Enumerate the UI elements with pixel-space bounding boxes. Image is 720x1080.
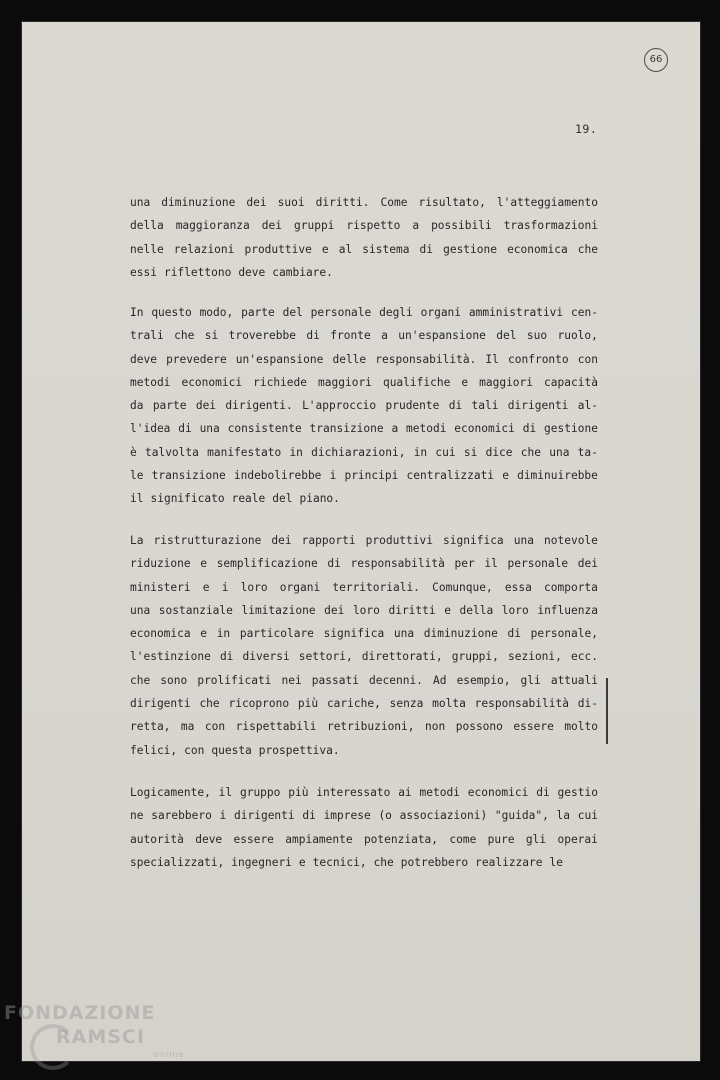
text-line: essi riflettono deve cambiare. bbox=[130, 265, 333, 279]
text-line: una diminuzione dei suoi diritti. Come risultato, l'atteggiamento bbox=[130, 196, 598, 209]
text-line: trali che si troverebbe di fronte a un'espansione del suo ruolo, bbox=[130, 329, 598, 343]
text-line: retta, ma con rispettabili retribuzioni, non possono essere molto bbox=[130, 720, 598, 734]
text-line: autorità deve essere ampiamente potenziata, come pure gli operai bbox=[130, 832, 598, 846]
text-line: In questo modo, parte del personale degli organi amministrativi cen- bbox=[130, 306, 598, 319]
text-line: metodi economici richiede maggiori qualifiche e maggiori capacità bbox=[130, 375, 598, 389]
text-line: l'estinzione di diversi settori, direttorati, gruppi, sezioni, ecc. bbox=[130, 650, 598, 664]
page-number: 19. bbox=[575, 122, 598, 136]
text-line: della maggioranza dei gruppi rispetto a possibili trasformazioni bbox=[130, 219, 598, 233]
text-line: riduzione e semplificazione di responsabilità per il personale dei bbox=[130, 557, 598, 571]
watermark-online: online bbox=[154, 1050, 185, 1059]
margin-mark bbox=[606, 678, 608, 744]
text-line: deve prevedere un'espansione delle responsabilità. Il confronto con bbox=[130, 352, 598, 366]
text-line: da parte dei dirigenti. L'approccio prudente di tali dirigenti al- bbox=[130, 399, 598, 413]
text-line: è talvolta manifestato in dichiarazioni, in cui si dice che una ta- bbox=[130, 445, 598, 459]
text-line: che sono prolificati nei passati decenni. Ad esempio, gli attuali bbox=[130, 673, 598, 687]
text-line: dirigenti che ricoprono più cariche, senza molta responsabilità di- bbox=[130, 697, 598, 711]
paragraph-4 bbox=[130, 781, 598, 874]
text-line: ne sarebbero i dirigenti di imprese (o associazioni) "guida", la cui bbox=[130, 809, 598, 823]
fondazione-gramsci-watermark bbox=[4, 1002, 185, 1059]
text-line: l'idea di una consistente transizione a metodi economici di gestione bbox=[130, 422, 598, 436]
archive-number-stamp: 66 bbox=[644, 48, 668, 72]
watermark-line1: FONDAZIONE bbox=[4, 1002, 156, 1024]
text-line: Logicamente, il gruppo più interessato ai metodi economici di gestio bbox=[130, 786, 598, 799]
paragraph-1 bbox=[130, 191, 598, 284]
text-line: le transizione indebolirebbe i principi centralizzati e diminuirebbe bbox=[130, 469, 598, 483]
text-line: economica e in particolare significa una diminuzione di personale, bbox=[130, 627, 598, 641]
text-line: La ristrutturazione dei rapporti produttivi significa una notevole bbox=[130, 534, 598, 547]
text-line: felici, con questa prospettiva. bbox=[130, 743, 340, 757]
text-line: il significato reale del piano. bbox=[130, 492, 340, 506]
text-line: una sostanziale limitazione dei loro diritti e della loro influenza bbox=[130, 603, 598, 617]
text-line: specializzati, ingegneri e tecnici, che potrebbero realizzare le bbox=[130, 855, 563, 869]
watermark-line2: RAMSCI bbox=[56, 1026, 145, 1048]
text-line: nelle relazioni produttive e al sistema di gestione economica che bbox=[130, 242, 598, 256]
paragraph-2 bbox=[130, 301, 598, 511]
text-line: ministeri e i loro organi territoriali. Comunque, essa comporta bbox=[130, 580, 598, 594]
paragraph-3 bbox=[130, 529, 598, 762]
